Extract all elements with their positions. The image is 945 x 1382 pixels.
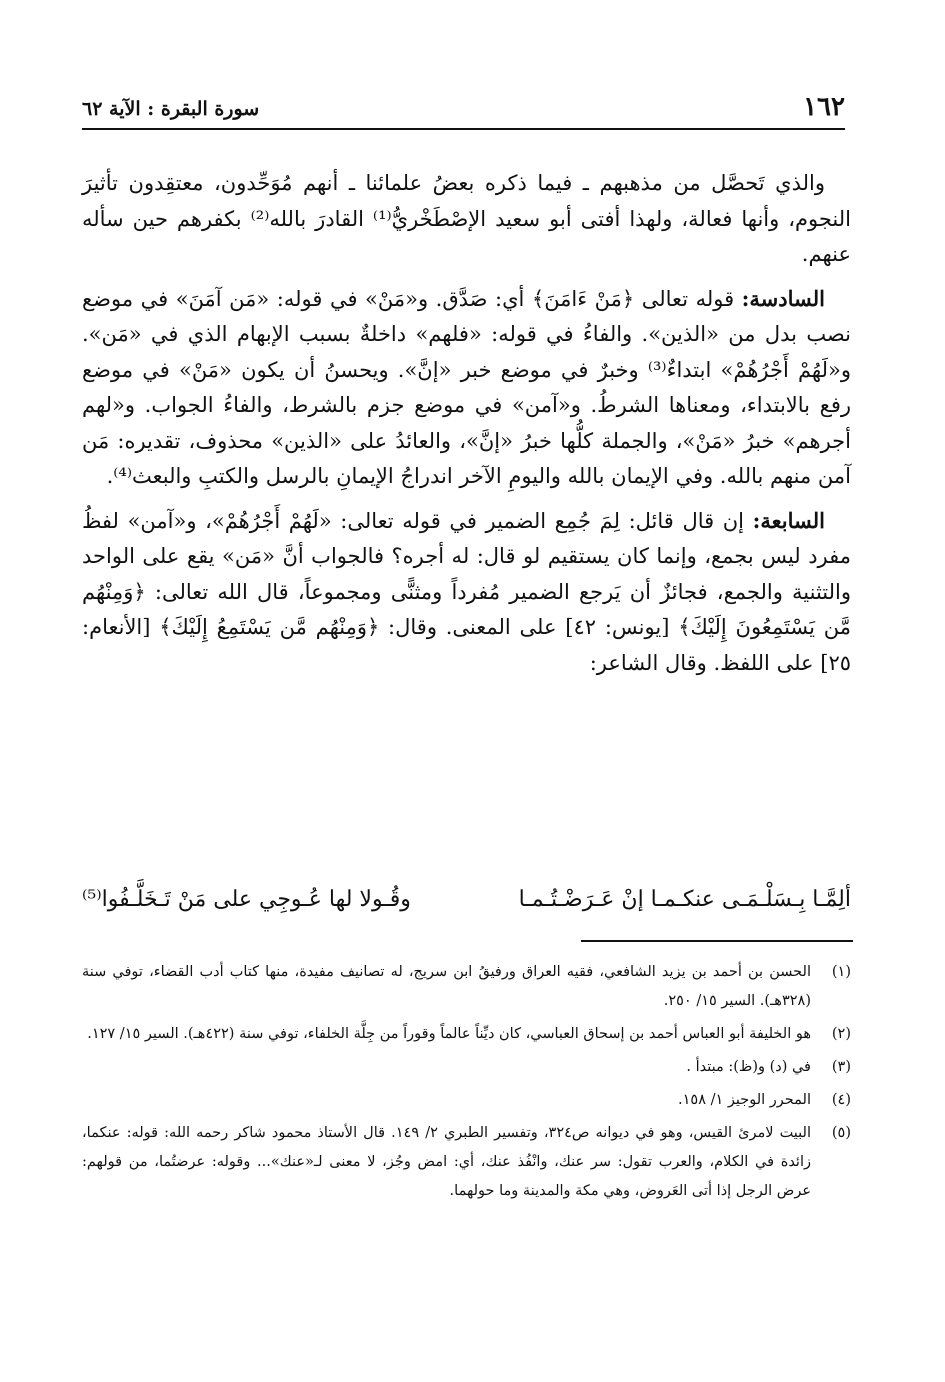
footnote-number: (٢): [831, 1026, 851, 1042]
paragraph-intro: والذي تَحصَّل من مذهبهم ـ فيما ذكره بعضُ علمائنا ـ أنهم مُوَحِّدون، معتقِدون تأثيرَ النجوم، وأنها فعالة، ولهذا أفتى أبو سعيد الإصْطَخْريُّ⁽¹⁾ القادرَ بالله⁽²⁾ بكفرهم حين سأله عنهم.: [82, 171, 852, 266]
footnote-number: (٤): [831, 1092, 851, 1108]
verse-second-hemistich: وقُـولا لها عُـوجِي على مَنْ تَـخَلَّـفُوا⁽⁵⁾: [82, 887, 411, 912]
footnotes: [82, 958, 851, 1210]
footnote-text: هو الخليفة أبو العباس أحمد بن إسحاق العباسي، كان ديِّناً عالماً وقوراً من جِلَّة الخلفاء، توفي سنة (٤٢٢هـ). السير ١٥/ ١٢٧.: [87, 1026, 811, 1042]
seventh-heading: السابعة:: [752, 507, 825, 533]
page-number: ١٦٢: [803, 92, 845, 122]
paragraph-sixth: [82, 281, 851, 495]
footnote: [82, 1020, 851, 1049]
paragraph-seventh: [82, 503, 851, 682]
footnote-text: الحسن بن أحمد بن يزيد الشافعي، فقيه العراق ورفيقُ ابن سريج، له تصانيف مفيدة، منها كتاب أدب القضاء، توفي سنة (٣٢٨هـ). السير ١٥/ ٢٥٠.: [82, 964, 811, 1009]
sixth-text: قوله تعالى ﴿مَنْ ءَامَنَ﴾ أي: صَدَّق. و«مَنْ» في قوله: «مَن آمَنَ» في موضع نصب بدل من «الذين». والفاءُ في قوله: «فلهم» داخلةٌ بسبب الإبهام الذي في «مَن». و«لَهُمْ أَجْرُهُمْ» ابتداءٌ⁽³⁾ وخبرٌ في موضع خبر «إنَّ». ويحسنُ أن يكون «مَنْ» في موضع رفع بالابتداء، ومعناها الشرطُ. و«آمن» في موضع جزم بالشرط، والفاءُ الجواب. و«لهم أجرهم» خبرُ «مَنْ»، والجملة كلُّها خبرُ «إنَّ»، والعائدُ على «الذين» محذوف، تقديره: مَن آمن منهم بالله. وفي الإيمان بالله واليومِ الآخر اندراجُ الإيمانِ بالرسل والكتبِ والبعث⁽⁴⁾.: [82, 286, 851, 488]
footnote-number: (٥): [831, 1125, 851, 1141]
footnote-text: في (د) و(ظ): مبتدأ .: [686, 1059, 811, 1075]
sixth-heading: السادسة:: [741, 285, 825, 311]
footnote: [82, 1086, 851, 1115]
running-head: سورة البقرة : الآية ٦٢: [82, 98, 260, 120]
footnote-number: (١): [831, 964, 851, 980]
main-text: [82, 166, 851, 681]
verse-first-hemistich: ألِمَّـا بِـسَلْـمَـى عنكـمـا إنْ عَـرَضْـتُـمـا: [518, 887, 851, 912]
footnote: [82, 1053, 851, 1082]
page-header: [82, 92, 845, 130]
footnote-text: المحرر الوجيز ١/ ١٥٨.: [678, 1092, 811, 1108]
footnote: [82, 1119, 851, 1206]
footnote: [82, 958, 851, 1016]
poetry-verse: [82, 880, 851, 920]
seventh-text: إن قال قائل: لِمَ جُمِع الضمير في قوله تعالى: «لَهُمْ أَجْرُهُمْ»، و«آمن» لفظُ مفرد ليس بجمع، وإنما كان يستقيم لو قال: له أجره؟ فالجواب أنَّ «مَن» يقع على الواحد والتثنية والجمع، فجائزٌ أن يَرجع الضمير مُفرداً ومثنًّى ومجموعاً، قال الله تعالى: ﴿وَمِنْهُم مَّن يَسْتَمِعُونَ إِلَيْكَ﴾ [يونس: ٤٢] على المعنى. وقال: ﴿وَمِنْهُم مَّن يَسْتَمِعُ إِلَيْكَ﴾ [الأنعام: ٢٥] على اللفظ. وقال الشاعر:: [82, 508, 852, 675]
footnote-number: (٣): [831, 1059, 851, 1075]
footnote-divider: [581, 940, 853, 942]
footnote-text: البيت لامرئ القيس، وهو في ديوانه ص٣٢٤، وتفسير الطبري ٢/ ١٤٩. قال الأستاذ محمود شاكر رحمه الله: قوله: عنكما، زائدة في الكلام، والعرب تقول: سر عنك، وانْفُذ عنك، أي: امض وجُز، لا معنى لـ«عنك»... وقوله: عرضتُما، من قولهم: عرض الرجل إذا أتى العَروض، وهي مكة والمدينة وما حولهما.: [82, 1125, 812, 1199]
